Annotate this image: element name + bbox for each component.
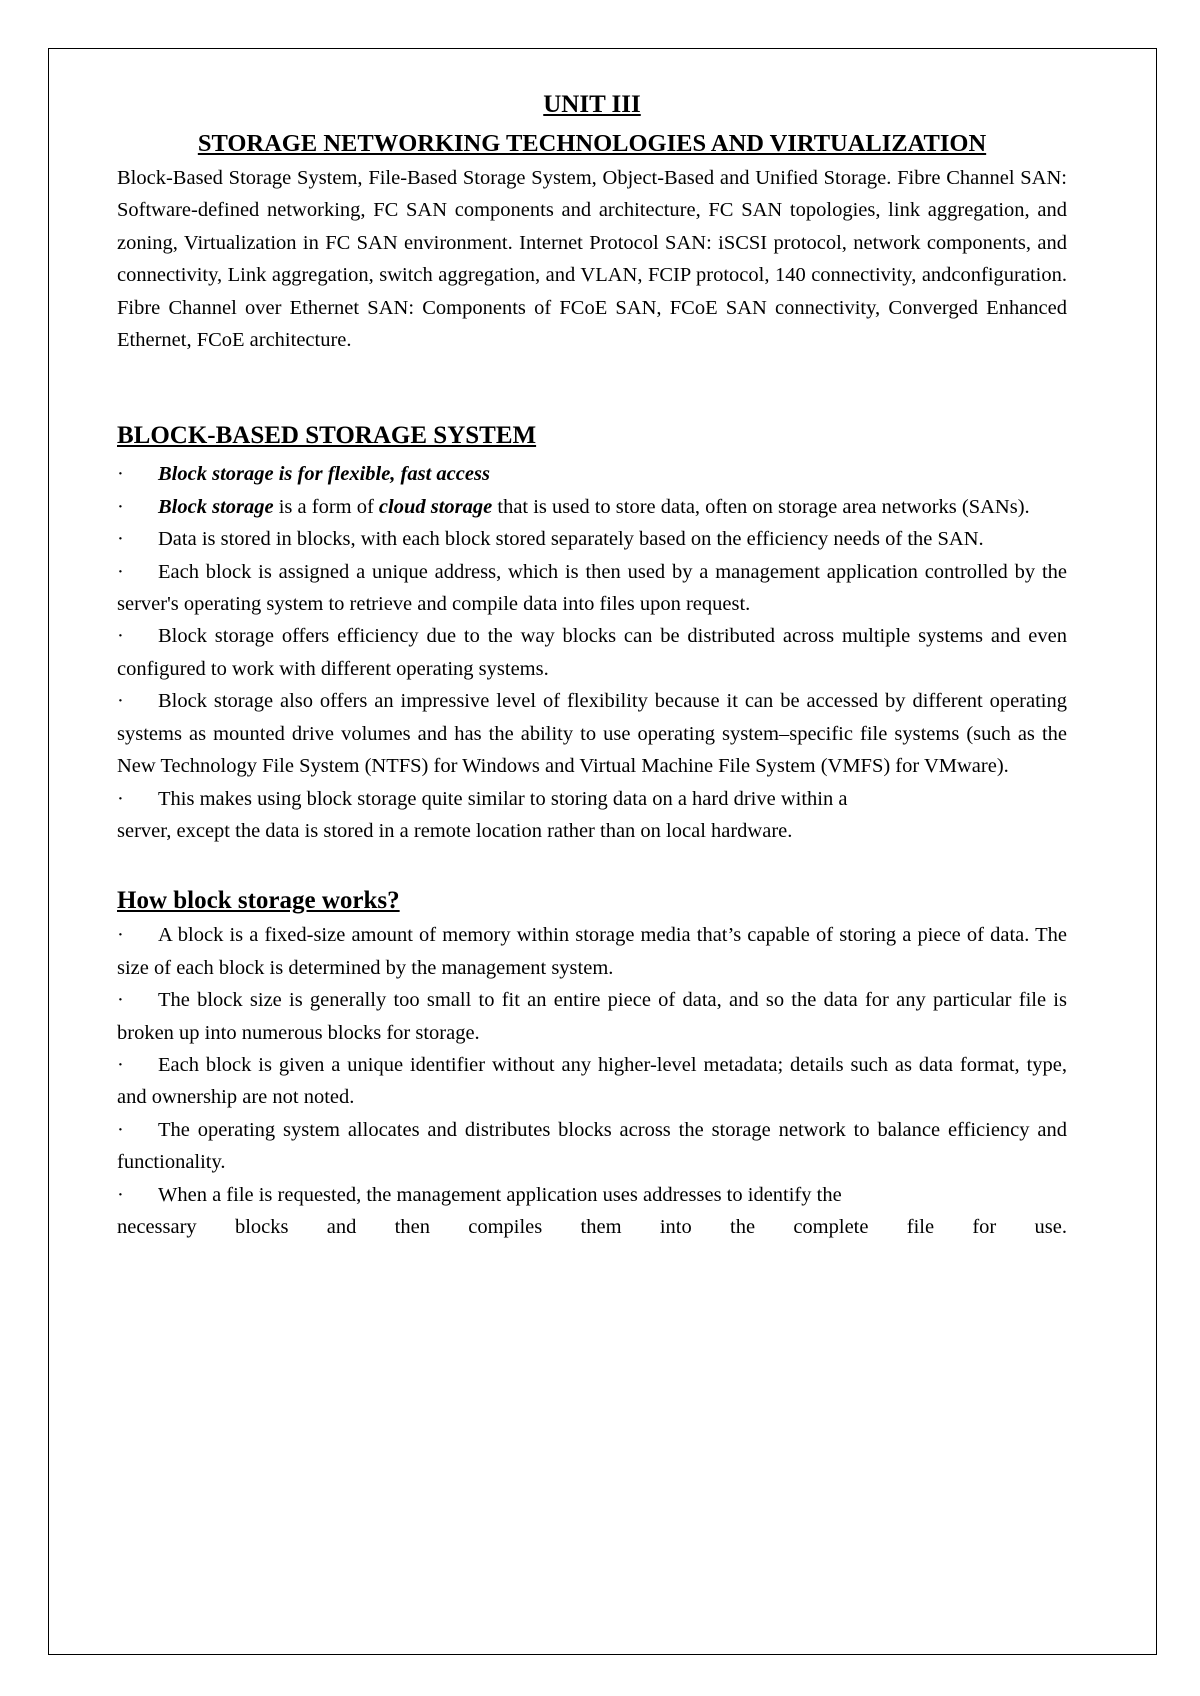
how-block-storage-list	[117, 919, 1067, 1243]
bullet-text: Block storage is for flexible, fast access	[158, 463, 490, 486]
bullet-mark: ·	[117, 463, 124, 486]
list-item	[117, 1049, 1067, 1114]
block-storage-list	[117, 458, 1067, 847]
list-item	[117, 1114, 1067, 1179]
bullet-mark: ·	[117, 989, 124, 1012]
bullet-mark: ·	[117, 787, 124, 810]
bullet-mark: ·	[117, 528, 124, 551]
bullet-text: The operating system allocates and distributes blocks across the storage network to balance efficiency and functionality.	[117, 1118, 1067, 1174]
list-item	[117, 685, 1067, 782]
list-item	[117, 620, 1067, 685]
emphasis-block-storage: Block storage	[158, 495, 274, 518]
document-content	[117, 90, 1067, 1243]
list-item	[117, 458, 1067, 490]
bullet-text: When a file is requested, the management application uses addresses to identify the	[158, 1183, 842, 1206]
bullet-text: server, except the data is stored in a remote location rather than on local hardware.	[117, 819, 793, 842]
bullet-text: is a form of	[273, 495, 379, 518]
bullet-text: necessary blocks and then compiles them into the complete file for use.	[117, 1215, 1067, 1238]
how-block-storage-works-heading: How block storage works?	[117, 887, 400, 915]
bullet-text: Data is stored in blocks, with each block stored separately based on the efficiency needs of the SAN.	[158, 528, 984, 551]
unit-title: UNIT III	[543, 91, 641, 118]
main-title: STORAGE NETWORKING TECHNOLOGIES AND VIRTUALIZATION	[197, 130, 987, 157]
bullet-mark: ·	[117, 1053, 124, 1076]
list-item	[117, 1179, 1067, 1244]
list-item	[117, 556, 1067, 621]
block-storage-heading: BLOCK-BASED STORAGE SYSTEM	[117, 422, 537, 450]
list-item	[117, 523, 1067, 555]
bullet-mark: ·	[117, 1118, 124, 1141]
bullet-text: that is used to store data, often on storage area networks (SANs).	[492, 495, 1030, 518]
bullet-text: Each block is given a unique identifier without any higher-level metadata; details such as data format, type, and ownership are not noted.	[117, 1053, 1067, 1109]
bullet-mark: ·	[117, 690, 124, 713]
list-item	[117, 984, 1067, 1049]
list-item	[117, 491, 1067, 523]
bullet-text: A block is a fixed-size amount of memory within storage media that’s capable of storing a piece of data. The size of each block is determined by the management system.	[117, 924, 1067, 979]
bullet-mark: ·	[117, 924, 124, 947]
bullet-mark: ·	[117, 625, 124, 648]
bullet-text: Block storage also offers an impressive level of flexibility because it can be accessed by different operating systems as mounted drive volumes and has the ability to use operating system–specific file systems (such as the New Technology File System (NTFS) for Windows and Virtual Machine File System (VMFS) for VMware).	[117, 690, 1067, 778]
emphasis-cloud-storage: cloud storage	[378, 495, 493, 518]
bullet-mark: ·	[117, 1183, 124, 1206]
syllabus-paragraph: Block-Based Storage System, File-Based Storage System, Object-Based and Unified Storage. Fibre Channel SAN: Software-defined networking, FC SAN components and architecture, FC SAN topologies, link aggregation, and zoning, Virtualization in FC SAN environment. Internet Protocol SAN: iSCSI protocol, network components, and connectivity, Link aggregation, switch aggregation, and VLAN, FCIP protocol, 140 connectivity, andconfiguration. Fibre Channel over Ethernet SAN: Components of FCoE SAN, FCoE SAN connectivity, Converged Enhanced Ethernet, FCoE architecture.	[117, 167, 1067, 352]
bullet-mark: ·	[117, 495, 124, 518]
bullet-text: Each block is assigned a unique address, which is then used by a management application controlled by the server's operating system to retrieve and compile data into files upon request.	[117, 560, 1067, 616]
bullet-text: The block size is generally too small to fit an entire piece of data, and so the data for any particular file is broken up into numerous blocks for storage.	[117, 989, 1067, 1044]
bullet-text: This makes using block storage quite similar to storing data on a hard drive within a	[158, 787, 848, 810]
bullet-mark: ·	[117, 560, 124, 583]
bullet-text: Block storage offers efficiency due to the way blocks can be distributed across multiple systems and even configured to work with different operating systems.	[117, 625, 1067, 680]
list-item	[117, 919, 1067, 984]
list-item	[117, 783, 1067, 848]
